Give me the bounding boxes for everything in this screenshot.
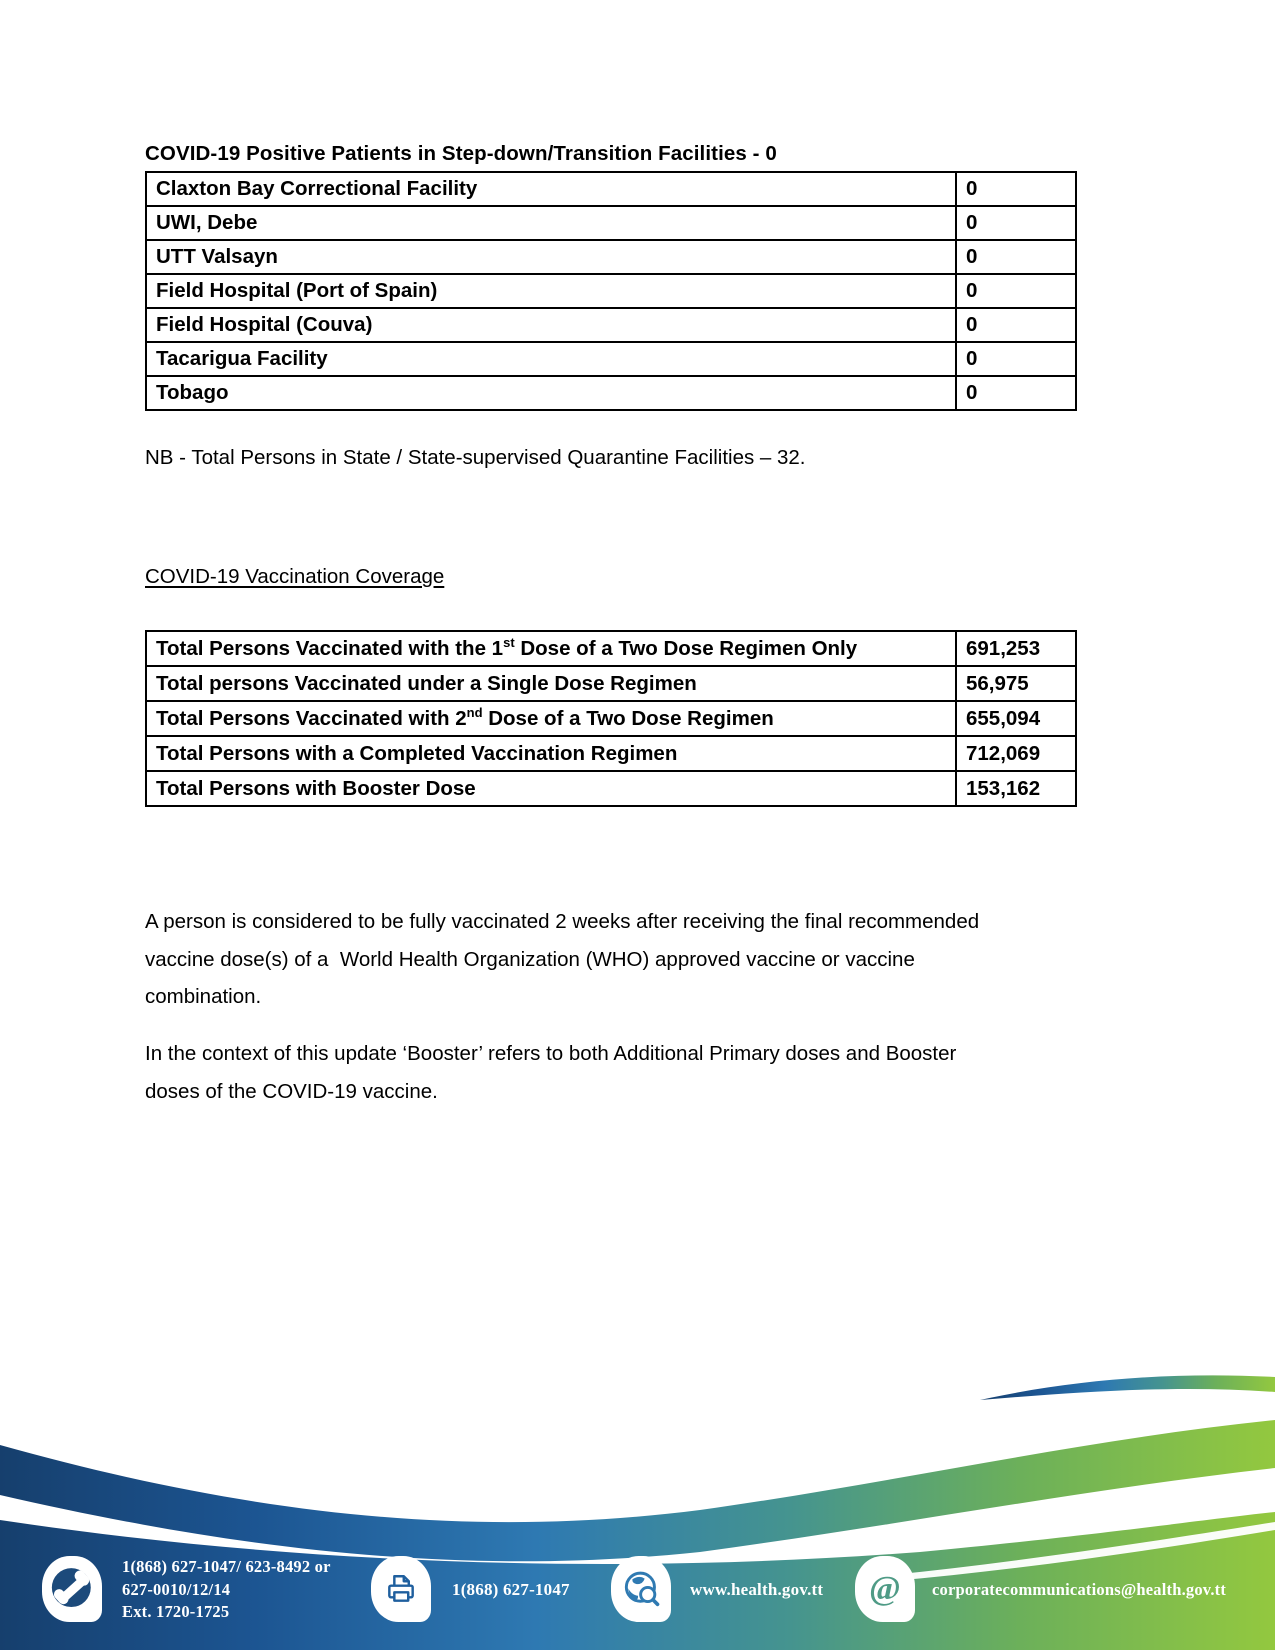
fax-number: 1(868) 627-1047 (452, 1580, 570, 1599)
text-line: doses of the COVID-19 vaccine. (145, 1079, 438, 1103)
email-address: corporatecommunications@health.gov.tt (932, 1580, 1227, 1599)
text-line: vaccine dose(s) of a World Health Organization (WHO) approved vaccine or vaccine (145, 947, 915, 971)
row-label: Tobago (146, 376, 956, 410)
text-line: In the context of this update ‘Booster’ refers to both Additional Primary doses and Booster (145, 1042, 957, 1065)
row-value: 153,162 (956, 771, 1076, 806)
table-row (146, 736, 1076, 771)
row-label: Total Persons Vaccinated with 2nd Dose of a Two Dose Regimen (146, 701, 956, 736)
row-value: 56,975 (956, 666, 1076, 701)
row-label: Tacarigua Facility (146, 342, 956, 376)
table-row (146, 631, 1076, 666)
fully-vaccinated-paragraph (145, 903, 1155, 1016)
phone-numbers (122, 1556, 382, 1624)
table-row (146, 274, 1076, 308)
fax-icon (371, 1556, 431, 1622)
row-label: Field Hospital (Port of Spain) (146, 274, 956, 308)
text-line: A person is considered to be fully vaccinated 2 weeks after receiving the final recommended (145, 910, 980, 933)
table-row (146, 342, 1076, 376)
email-icon (855, 1556, 915, 1622)
website-url: www.health.gov.tt (690, 1580, 824, 1599)
row-value: 0 (956, 172, 1076, 206)
vaccination-table (145, 630, 1077, 807)
table-row (146, 206, 1076, 240)
text-line: combination. (145, 985, 262, 1009)
table-row (146, 376, 1076, 410)
row-value: 691,253 (956, 631, 1076, 666)
row-label: Total Persons with a Completed Vaccination Regimen (146, 736, 956, 771)
row-value: 0 (956, 274, 1076, 308)
table-row (146, 701, 1076, 736)
row-value: 0 (956, 376, 1076, 410)
row-value: 655,094 (956, 701, 1076, 736)
row-value: 0 (956, 206, 1076, 240)
phone-icon (42, 1556, 102, 1622)
table-row (146, 172, 1076, 206)
row-label: Field Hospital (Couva) (146, 308, 956, 342)
table-row (146, 240, 1076, 274)
table-row (146, 666, 1076, 701)
booster-definition-paragraph (145, 1035, 1155, 1110)
row-label: Total persons Vaccinated under a Single Dose Regimen (146, 666, 956, 701)
text-line: 1(868) 627-1047/ 623-8492 or (122, 1557, 331, 1576)
row-label: Total Persons Vaccinated with the 1st Dose of a Two Dose Regimen Only (146, 631, 956, 666)
section1-title: COVID-19 Positive Patients in Step-down/Transition Facilities - 0 (145, 142, 777, 165)
globe-icon (611, 1556, 671, 1622)
row-value: 0 (956, 308, 1076, 342)
table-row (146, 771, 1076, 806)
row-value: 0 (956, 342, 1076, 376)
row-label: UTT Valsayn (146, 240, 956, 274)
nb-note: NB - Total Persons in State / State-supervised Quarantine Facilities – 32. (145, 446, 806, 469)
section2-title: COVID-19 Vaccination Coverage (145, 565, 445, 588)
row-value: 0 (956, 240, 1076, 274)
at-sign-glyph: @ (869, 1570, 901, 1607)
row-label: UWI, Debe (146, 206, 956, 240)
row-label: Claxton Bay Correctional Facility (146, 172, 956, 206)
row-value: 712,069 (956, 736, 1076, 771)
row-label: Total Persons with Booster Dose (146, 771, 956, 806)
text-line: 627-0010/12/14 (122, 1579, 231, 1599)
text-line: Ext. 1720-1725 (122, 1602, 230, 1621)
table-row (146, 308, 1076, 342)
facilities-table (145, 171, 1077, 411)
